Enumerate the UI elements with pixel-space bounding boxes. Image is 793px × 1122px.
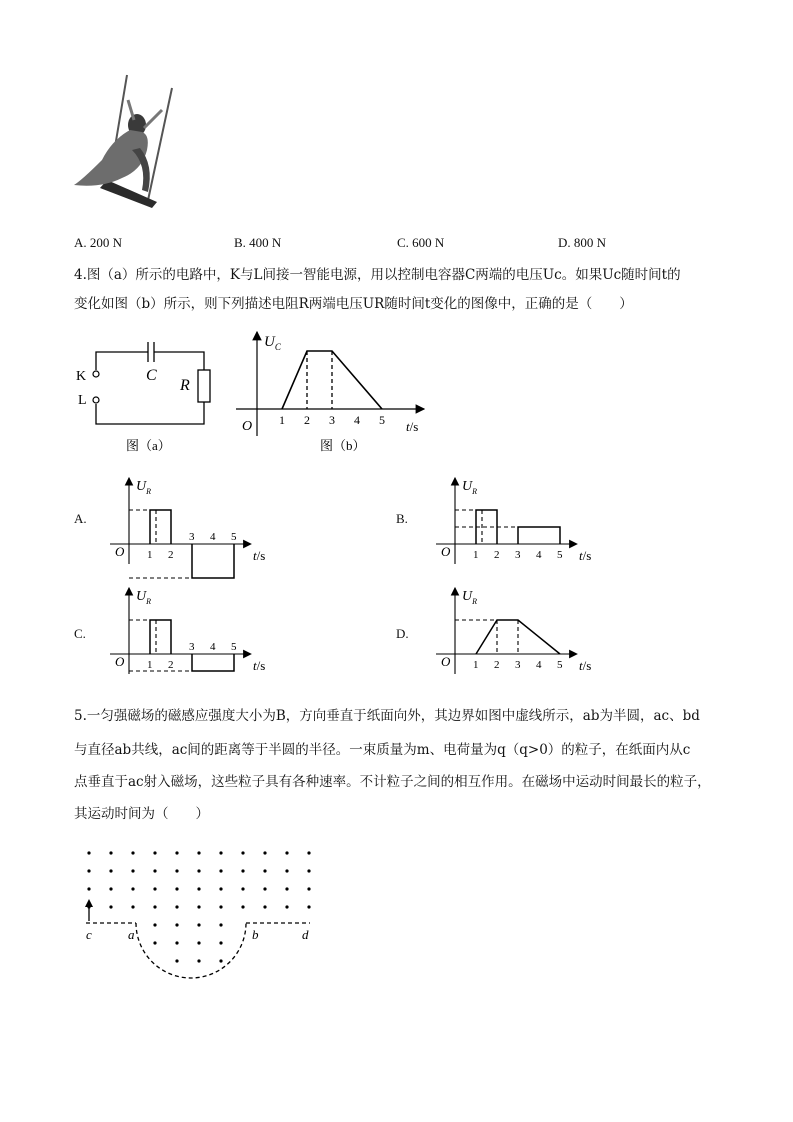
tick-3: 3 xyxy=(189,641,195,653)
q4-letter-b[interactable]: B. xyxy=(396,511,408,526)
q4-stem-line2: 变化如图（b）所示，则下列描述电阻R两端电压UR随时间t变化的图像中，正确的是（ ） xyxy=(74,296,633,312)
xlabel: t/s xyxy=(579,658,592,673)
ylabel: $U_R$ xyxy=(462,479,478,496)
field-dot xyxy=(87,851,90,854)
fig-b-tick-1: 1 xyxy=(279,413,285,427)
q4-letter-c[interactable]: C. xyxy=(74,626,86,641)
field-dot xyxy=(219,851,222,854)
field-dot xyxy=(175,887,178,890)
field-dot xyxy=(219,887,222,890)
field-dot xyxy=(153,923,156,926)
field-dot xyxy=(307,905,310,908)
field-dot xyxy=(175,941,178,944)
field-dot xyxy=(197,887,200,890)
label-l: L xyxy=(78,393,87,408)
tick-5: 5 xyxy=(557,549,563,561)
field-dot xyxy=(285,851,288,854)
ylabel: $U_R$ xyxy=(136,589,152,606)
field-dot xyxy=(197,941,200,944)
field-dot xyxy=(241,851,244,854)
tick-2: 2 xyxy=(168,659,174,671)
label-k: K xyxy=(76,369,87,384)
label-r: R xyxy=(180,377,190,394)
option-d-graph[interactable] xyxy=(430,582,605,682)
tick-4: 4 xyxy=(536,549,542,561)
q4-stem-line1: 4.图（a）所示的电路中，K与L间接一智能电源，用以控制电容器C两端的电压Uc。如果Uc随时间t的 xyxy=(74,267,681,283)
field-dot xyxy=(197,905,200,908)
field-dot xyxy=(153,851,156,854)
ylabel: $U_R$ xyxy=(462,589,478,606)
ur-segment-1 xyxy=(192,544,234,578)
option-b-graph[interactable] xyxy=(430,472,605,572)
tick-3: 3 xyxy=(515,659,521,671)
field-dot xyxy=(175,869,178,872)
field-dot xyxy=(175,905,178,908)
ylabel: $U_R$ xyxy=(136,479,152,496)
swing-figure xyxy=(72,70,182,220)
fig-b-tick-2: 2 xyxy=(304,413,310,427)
tick-5: 5 xyxy=(557,659,563,671)
tick-4: 4 xyxy=(210,641,216,653)
field-dot xyxy=(219,869,222,872)
tick-4: 4 xyxy=(536,659,542,671)
ur-segment-1 xyxy=(518,527,560,544)
tick-4: 4 xyxy=(210,531,216,543)
tick-5: 5 xyxy=(231,641,237,653)
q3-option-c[interactable]: C. 600 N xyxy=(397,235,445,250)
field-dot xyxy=(153,941,156,944)
q4-letter-d[interactable]: D. xyxy=(396,626,409,641)
origin: O xyxy=(115,544,125,559)
xlabel: t/s xyxy=(253,548,266,563)
field-dot xyxy=(263,887,266,890)
uc-graph-figure-b xyxy=(232,326,432,456)
fig-b-tick-5: 5 xyxy=(379,413,385,427)
field-dot xyxy=(109,887,112,890)
field-dot xyxy=(109,851,112,854)
field-dot xyxy=(241,869,244,872)
field-dot xyxy=(153,905,156,908)
caption-fig-b: 图（b） xyxy=(320,438,366,453)
tick-3: 3 xyxy=(189,531,195,543)
field-dot xyxy=(153,887,156,890)
field-dot xyxy=(263,851,266,854)
q3-option-d[interactable]: D. 800 N xyxy=(558,235,607,250)
tick-2: 2 xyxy=(494,549,500,561)
label-c: C xyxy=(146,367,157,384)
field-dot xyxy=(219,923,222,926)
uc-plot xyxy=(282,351,382,409)
field-dot xyxy=(87,887,90,890)
origin: O xyxy=(441,654,451,669)
field-dot xyxy=(285,869,288,872)
q5-stem-line4: 其运动时间为（ ） xyxy=(74,806,209,822)
xlabel: t/s xyxy=(579,548,592,563)
origin: O xyxy=(441,544,451,559)
field-dot xyxy=(307,851,310,854)
option-c-graph[interactable] xyxy=(104,582,279,692)
field-dot xyxy=(241,887,244,890)
ur-segment-0 xyxy=(150,510,171,544)
q5-stem-line3: 点垂直于ac射入磁场，这些粒子具有各种速率。不计粒子之间的相互作用。在磁场中运动时间最长的粒子， xyxy=(74,774,711,790)
tick-5: 5 xyxy=(231,531,237,543)
q5-stem-line2: 与直径ab共线，ac间的距离等于半圆的半径。一束质量为m、电荷量为q（q>0）的粒子，在纸面内从c xyxy=(74,742,691,758)
field-dot xyxy=(131,851,134,854)
magnetic-field-figure xyxy=(80,845,330,995)
label-d-point: d xyxy=(302,927,309,942)
field-dot xyxy=(131,869,134,872)
fig-b-origin: O xyxy=(242,419,253,434)
ur-segment-0 xyxy=(150,620,171,654)
field-dot xyxy=(175,959,178,962)
field-dot xyxy=(285,905,288,908)
field-dot xyxy=(131,905,134,908)
field-dot xyxy=(197,959,200,962)
caption-fig-a: 图（a） xyxy=(126,438,171,453)
tick-3: 3 xyxy=(515,549,521,561)
tick-2: 2 xyxy=(168,549,174,561)
field-dot xyxy=(219,959,222,962)
tick-1: 1 xyxy=(473,659,479,671)
label-b-point: b xyxy=(252,927,259,942)
fig-b-tick-4: 4 xyxy=(354,413,360,427)
fig-b-xlabel: t/s xyxy=(406,419,419,434)
q5-stem-line1: 5.一匀强磁场的磁感应强度大小为B，方向垂直于纸面向外，其边界如图中虚线所示，ab为半圆，ac、bd xyxy=(74,708,700,724)
tick-1: 1 xyxy=(147,549,153,561)
field-dot xyxy=(307,869,310,872)
field-dot xyxy=(153,869,156,872)
field-dot xyxy=(175,851,178,854)
field-dot xyxy=(263,869,266,872)
field-dot xyxy=(197,923,200,926)
tick-1: 1 xyxy=(147,659,153,671)
option-a-graph[interactable] xyxy=(104,472,279,572)
field-dot xyxy=(219,905,222,908)
field-dot xyxy=(87,869,90,872)
circuit-figure-a xyxy=(70,338,230,458)
field-dot xyxy=(109,905,112,908)
ur-segment-1 xyxy=(192,654,234,671)
tick-1: 1 xyxy=(473,549,479,561)
q3-option-a[interactable]: A. 200 N xyxy=(74,235,123,250)
label-c-point: c xyxy=(86,927,92,942)
field-dot xyxy=(131,887,134,890)
q3-option-b[interactable]: B. 400 N xyxy=(234,235,282,250)
tick-2: 2 xyxy=(494,659,500,671)
q4-letter-a[interactable]: A. xyxy=(74,511,87,526)
field-dot xyxy=(197,851,200,854)
label-a-point: a xyxy=(128,927,135,942)
field-dot xyxy=(175,923,178,926)
xlabel: t/s xyxy=(253,658,266,673)
fig-b-tick-3: 3 xyxy=(329,413,335,427)
field-dot xyxy=(197,869,200,872)
origin: O xyxy=(115,654,125,669)
field-dot xyxy=(263,905,266,908)
field-dot xyxy=(285,887,288,890)
field-dot xyxy=(109,869,112,872)
fig-b-ylabel: $U_C$ xyxy=(264,334,281,352)
field-dot xyxy=(219,941,222,944)
field-dot xyxy=(241,905,244,908)
field-dot xyxy=(307,887,310,890)
